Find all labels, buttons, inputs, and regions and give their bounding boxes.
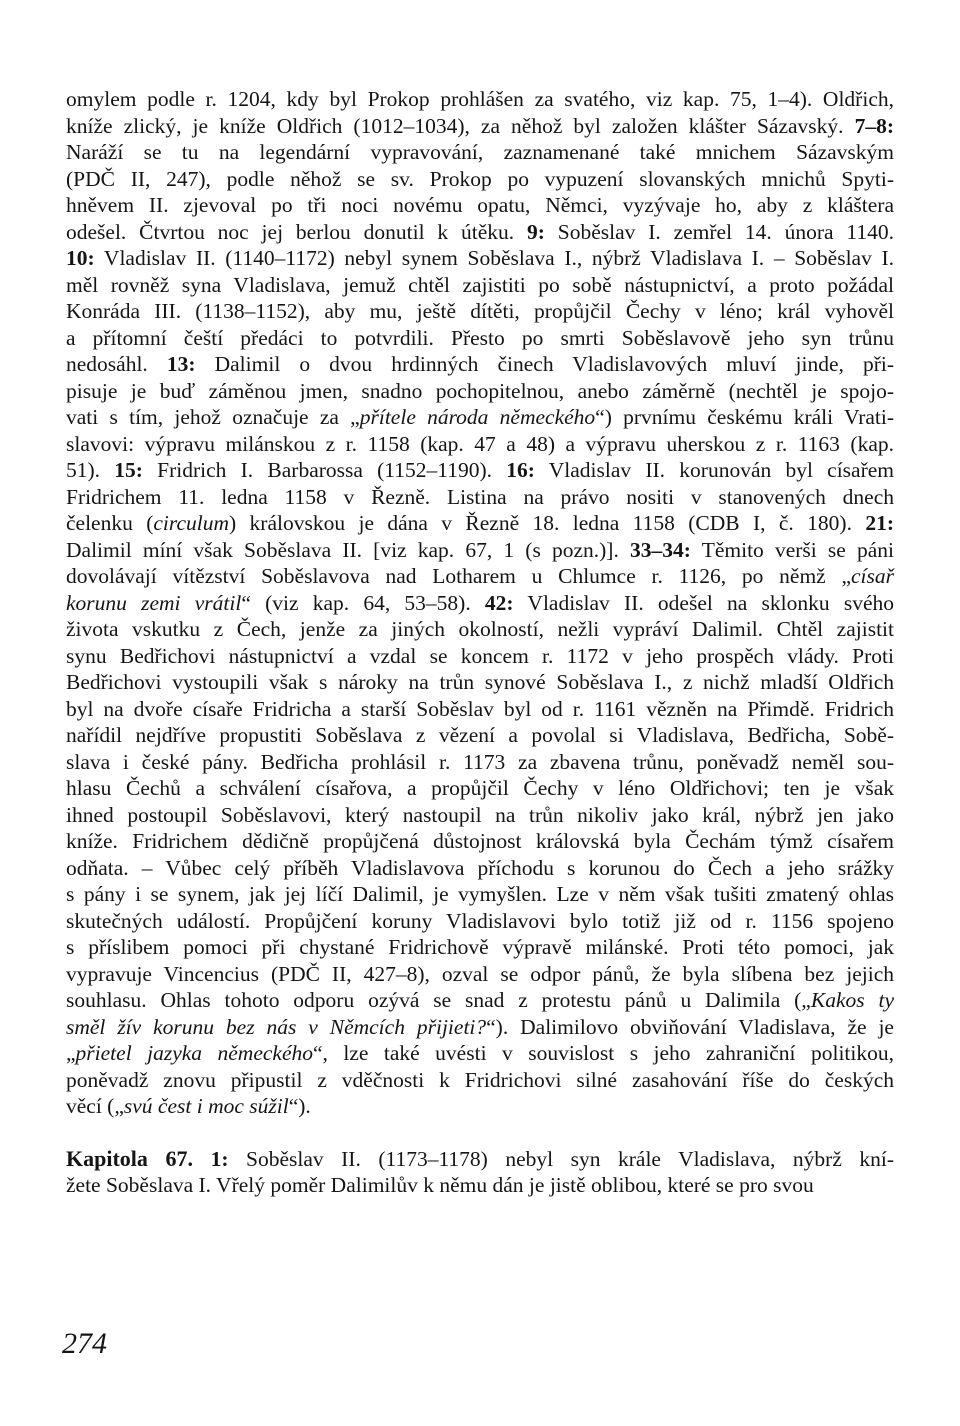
text-segment: (PDČ II, 247), podle něhož se sv. Prokop po vypuzení slovanských mnichů Spyti- (66, 166, 894, 191)
text-segment: slavovi: výpravu milánskou z r. 1158 (kap. 47 a 48) a výpravu uherskou z r. 1163 (kap. (66, 431, 894, 456)
text-segment: s příslibem pomoci při chystané Fridrichově výpravě milánské. Proti této pomoci, jak (66, 935, 894, 959)
text-segment: hlasu Čechů a schválení císařova, a propůjčil Čechy v léno Oldřichovi; ten je však (66, 776, 894, 800)
text-segment: byl na dvoře císaře Fridricha a starší Soběslav byl od r. 1161 vězněn na Přimdě. Fridrich (66, 696, 894, 721)
text-segment: s pány i se synem, jak jej líčí Dalimil, je vymyšlen. Lze v něm však tušiti zmatený ohlas (66, 882, 894, 906)
text-line (66, 351, 894, 378)
text-line (66, 86, 894, 113)
quoted-text: císař (851, 564, 894, 588)
text-segment: ) královskou je dána v Řezně 18. ledna 1158 (CDB I, č. 180). (229, 511, 866, 535)
text-segment: čelenku ( (66, 511, 154, 535)
text-line (66, 510, 894, 537)
text-segment: “). Dalimilovo obviňování Vladislava, že je (486, 1014, 894, 1039)
text-line (66, 219, 894, 246)
verse-reference: 15: (114, 458, 143, 482)
text-line (66, 404, 894, 431)
text-segment: ihned postoupil Soběslavovi, který nastoupil na trůn nikoliv jako král, nýbrž jen jako (66, 802, 894, 827)
text-segment: poněvadž znovu připustil z vděčnosti k Fridrichovi silné zasahování říše do českých (66, 1067, 894, 1092)
quoted-text: Kakos ty (810, 988, 894, 1012)
text-line (66, 1040, 894, 1067)
text-line (66, 908, 894, 935)
text-segment: souhlasu. Ohlas tohoto odporu ozývá se snad z protestu pánů u Dalimila („ (66, 988, 811, 1012)
text-segment: „ (66, 1041, 76, 1065)
text-line (66, 775, 894, 802)
text-line (66, 961, 894, 988)
text-segment: měl rovněž syna Vladislava, jemuž chtěl zajistiti po sobě nástupnictví, a proto požádal (66, 272, 894, 297)
text-line (66, 1172, 894, 1199)
text-segment (193, 1147, 211, 1171)
text-segment: synu Bedřichovi nástupnictví a vzdal se koncem r. 1172 v jeho prospěch vlády. Proti (66, 643, 894, 668)
verse-reference: 42: (484, 590, 514, 615)
text-line (66, 166, 894, 193)
text-line (66, 325, 894, 352)
text-segment: věcí („ (66, 1094, 124, 1118)
text-segment: Vladislav II. (1140–1172) nebyl synem Soběslava I., nýbrž Vladislava I. – Soběslav I. (94, 246, 894, 270)
text-segment: Dalimil o dvou hrdinných činech Vladislavových mluví jinde, při- (195, 352, 894, 376)
quoted-text: circulum (153, 511, 230, 535)
text-line (66, 1014, 894, 1041)
text-line (66, 590, 894, 617)
text-line (66, 696, 894, 723)
page-body (66, 86, 894, 1199)
text-segment: Vladislav II. korunován byl císařem (534, 458, 895, 482)
text-segment: Vladislav II. odešel na sklonku svého (513, 590, 895, 615)
text-segment: Těmito verši se páni (690, 537, 894, 562)
text-segment: Konráda III. (1138–1152), aby mu, ještě dítěti, propůjčil Čechy v léno; král vyhověl (66, 299, 894, 323)
text-line (66, 378, 894, 405)
text-segment: 51). (66, 458, 115, 482)
text-line (66, 563, 894, 590)
verse-reference: 13: (166, 352, 196, 376)
text-segment: Naráží se tu na legendární vypravování, zaznamenané také mnichem Sázavským (66, 140, 894, 164)
text-line (66, 934, 894, 961)
text-line (66, 749, 894, 776)
text-line (66, 855, 894, 882)
text-line (66, 113, 894, 140)
text-segment: Soběslav II. (1173–1178) nebyl syn krále Vladislava, nýbrž kní- (228, 1146, 895, 1171)
text-segment: a přítomní čeští předáci to potvrdili. Přesto po smrti Soběslavově jeho syn trůnu (66, 325, 894, 350)
text-line (66, 245, 894, 272)
text-line (66, 1067, 894, 1094)
verse-reference: 21: (865, 511, 895, 535)
text-segment: Bedřichovi vystoupili však s nároky na trůn synové Soběslava I., z nichž mladší Oldřich (66, 670, 894, 694)
text-segment: nedosáhl. (66, 352, 167, 376)
text-segment: života vskutku z Čech, jenže za jiných okolností, nežli vypráví Dalimil. Chtěl zajistit (66, 617, 894, 641)
text-line (66, 272, 894, 299)
text-segment: “) prvnímu českému králi Vrati- (595, 405, 894, 429)
text-segment: slava i české pány. Bedřicha prohlásil r. 1173 za zbavena trůnu, poněvadž neměl sou- (66, 749, 894, 774)
text-segment: pisuje je buď záměnou jmen, snadno pochopitelnou, anebo záměrně (nechtěl je spojo- (66, 378, 894, 403)
verse-reference: 7–8: (854, 113, 894, 138)
quoted-text: přietel jazyka německého (75, 1041, 314, 1065)
text-segment: “ (viz kap. 64, 53–58). (241, 590, 485, 615)
text-line (66, 616, 894, 643)
text-segment: vati s tím, jehož označuje za „ (66, 405, 360, 429)
text-line (66, 298, 894, 325)
text-line (66, 192, 894, 219)
text-segment: Dalimil míní však Soběslava II. [viz kap. 67, 1 (s pozn.)]. (66, 537, 630, 562)
verse-reference: 10: (66, 246, 95, 270)
text-segment: odešel. Čtvrtou noc jej berlou donutil k útěku. (66, 219, 527, 244)
text-segment: kníže. Fridrichem dědičně propůjčená důstojnost královská byla Čechám týmž císařem (66, 829, 894, 853)
text-segment: “). (288, 1094, 311, 1118)
quoted-text: směl žív korunu bez nás v Němcích přijieti? (66, 1014, 487, 1039)
text-line (66, 537, 894, 564)
verse-reference: 9: (526, 219, 545, 244)
commentary-paragraph (66, 86, 894, 1120)
text-line (66, 828, 894, 855)
text-line (66, 484, 894, 511)
text-segment: omylem podle r. 1204, kdy byl Prokop prohlášen za svatého, viz kap. 75, 1–4). Oldřich, (66, 87, 894, 111)
text-segment: Soběslav I. zemřel 14. února 1140. (544, 219, 894, 244)
text-line (66, 722, 894, 749)
text-line (66, 643, 894, 670)
text-segment: odňata. – Vůbec celý příběh Vladislavova příchodu s korunou do Čech a jeho srážky (66, 855, 894, 880)
text-line (66, 457, 894, 484)
chapter-heading: Kapitola 67. (66, 1145, 194, 1171)
text-segment: Fridrich I. Barbarossa (1152–1190). (142, 458, 507, 482)
text-segment: Fridrichem 11. ledna 1158 v Řezně. Listina na právo nositi v stanovených dnech (66, 484, 894, 509)
chapter-67-paragraph (66, 1146, 894, 1199)
page-number: 274 (62, 1327, 107, 1360)
text-segment: nařídil nejdříve propustiti Soběslava z vězení a povolal si Vladislava, Bedřicha, Sobě- (66, 723, 894, 747)
text-segment: hněvem II. zjevoval po tři noci novému opatu, Němci, vyzývaje ho, aby z kláštera (66, 193, 894, 217)
text-segment: dovolávají vítězství Soběslavova nad Lotharem u Chlumce r. 1126, po němž „ (66, 564, 851, 588)
quoted-text: přítele národa německého (359, 405, 596, 429)
text-segment: žete Soběslava I. Vřelý poměr Dalimilův k němu dán je jistě oblibou, které se pro svou (66, 1173, 814, 1197)
text-line (66, 987, 894, 1014)
text-line (66, 669, 894, 696)
text-line (66, 431, 894, 458)
text-line (66, 881, 894, 908)
text-segment: vypravuje Vincencius (PDČ II, 427–8), ozval se odpor pánů, že byla slíbena bez jejich (66, 961, 894, 986)
text-line (66, 802, 894, 829)
verse-reference: 16: (506, 458, 535, 482)
text-segment: kníže zlický, je kníže Oldřich (1012–1034), za něhož byl založen klášter Sázavský. (66, 113, 855, 138)
text-line (66, 1146, 894, 1173)
verse-reference: 33–34: (630, 537, 691, 562)
text-segment: skutečných událostí. Propůjčení koruny Vladislavovi bylo totiž již od r. 1156 spojeno (66, 908, 894, 933)
text-line (66, 1093, 894, 1120)
quoted-text: korunu zemi vrátil (66, 590, 242, 615)
quoted-text: svú čest i moc súžil (123, 1094, 289, 1118)
text-line (66, 139, 894, 166)
verse-reference: 1: (210, 1146, 229, 1171)
text-segment: “, lze také uvésti v souvislost s jeho zahraniční politikou, (313, 1041, 894, 1065)
